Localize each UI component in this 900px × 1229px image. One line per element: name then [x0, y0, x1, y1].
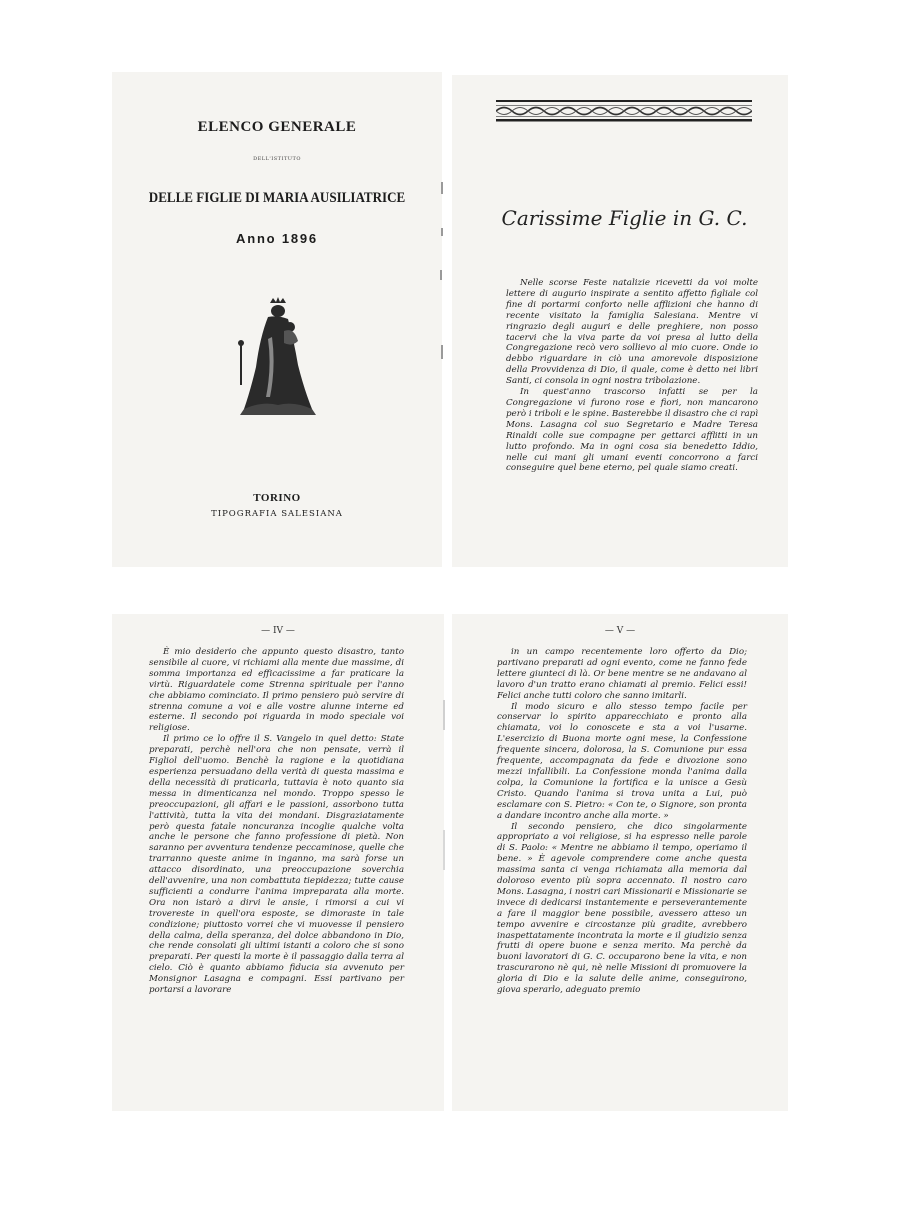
page-iv — [112, 614, 444, 1111]
page-number: — IV — — [261, 626, 295, 636]
cover-city: TORINO — [253, 492, 301, 504]
cover-institute: DELLE FIGLIE DI MARIA AUSILIATRICE — [148, 190, 406, 206]
cover-title: ELENCO GENERALE — [197, 119, 357, 135]
page-v-body — [497, 647, 747, 996]
cover-page — [112, 72, 442, 567]
scan-mark — [443, 830, 445, 870]
page-iv-body — [149, 647, 404, 996]
page-v-paragraph: Il modo sicuro e allo stesso tempo facile per conservar lo spirito apparecchiato e pronto alla chiamata, voi lo conoscete e sta a voi l'usarne. L'esercizio di Buona morte ogni mese, la Confessione frequente sincera, dolorosa, la S. Comunione pur essa frequente, accompagnata da fede e divozione sono mezzi infallibili. La Confessione monda l'anima dalla colpa, la Comunione la fortifica e la unisce a Gesù Cristo. Quando l'anima si trova unita a Lui, può esclamare con S. Pietro: « Con te, o Signore, son pronta a dandare incontro anche alla morte. » — [497, 701, 747, 821]
letter-body — [506, 278, 758, 474]
scan-mark — [441, 182, 443, 194]
cover-year: Anno 1896 — [236, 231, 318, 246]
page-number: — V — — [604, 626, 636, 636]
scan-mark — [441, 345, 443, 359]
madonna-with-child-icon — [232, 297, 324, 417]
page-v-paragraph: in un campo recentemente loro offerto da Dio; partivano preparati ad ogni evento, come ne fanno fede lettere giunteci di là. Or bene mentre se ne andavano al lavoro d'un tratto erano chiamati al premio. Felici essi! Felici anche tutti coloro che sanno imitarli. — [497, 647, 747, 701]
ornamental-border-icon — [496, 100, 752, 122]
page-v-paragraph: Il secondo pensiero, che dico singolarmente appropriato a voi religiose, si ha espresso nelle parole di S. Paolo: « Mentre ne abbiamo il tempo, operiamo il bene. » È agevole comprendere come anche questa massima santa ci venga richiamata alla memoria dal doloroso evento più sopra accennato. Il nostro caro Mons. Lasagna, i nostri cari Missionarii e Missionarie se invece di dedicarsi instantemente e perseverantemente a fare il maggior bene possibile, avessero atteso un tempo avvenire e circostanze più gradite, avrebbero inaspettatamente incontrata la morte e il giudizio senza frutti di opere buone e senza merito. Ma perchè da buoni lavoratori di G. C. occuparono bene la vita, e non trascurarono nè qui, nè nelle Missioni di promuovere la gloria di Dio e la salute delle anime, conseguirono, giova sperarlo, adeguato premio — [497, 821, 747, 996]
cover-subtitle-small: DELL'ISTITUTO — [253, 156, 301, 162]
scan-mark — [440, 270, 442, 280]
page-v — [452, 614, 788, 1111]
page-iv-paragraph: È mio desiderio che appunto questo disastro, tanto sensibile al cuore, vi richiami alla mente due massime, di somma importanza ed efficacissime a far praticare la virtù. Riguardatele come Strenna spirituale per l'anno che abbiamo cominciato. Il primo pensiero può servire di strenna comune a voi e alle vostre alunne interne ed esterne. Il secondo poi riguarda in modo speciale voi religiose. — [149, 647, 404, 734]
letter-page — [452, 75, 788, 567]
letter-salutation: Carissime Figlie in G. C. — [501, 206, 748, 230]
letter-paragraph: Nelle scorse Feste natalizie ricevetti da voi molte lettere di augurio inspirate a sentito affetto figliale col fine di portarmi conforto nelle afflizioni che hanno di recente visitato la famiglia Salesiana. Mentre vi ringrazio degli auguri e delle preghiere, non posso tacervi che la viva parte da voi presa al lutto della Congregazione recò vero sollievo al mio cuore. Onde io debbo riguardare in ciò una amorevole disposizione della Provvidenza di Dio, il quale, come è detto nei libri Santi, ci consola in ogni nostra tribolazione. — [506, 278, 758, 387]
letter-paragraph: In quest'anno trascorso infatti se per la Congregazione vi furono rose e fiori, non mancarono però i triboli e le spine. Basterebbe il disastro che ci rapì Mons. Lasagna col suo Segretario e Madre Teresa Rinaldi colle sue compagne per gettarci afflitti in un lutto profondo. Ma in ogni cosa sia benedetto Iddio, nelle cui mani gli umani eventi concorrono a farci conseguire quel bene eterno, pel quale siamo creati. — [506, 387, 758, 474]
page-iv-paragraph: Il primo ce lo offre il S. Vangelo in quel detto: State preparati, perchè nell'ora che non pensate, verrà il Figliol dell'uomo. Benchè la ragione e la quotidiana esperienza persuadano della verità di questa massima e della necessità di praticarla, tuttavia è noto quanto sia messa in dimenticanza nel mondo. Troppo spesso le preoccupazioni, gli affari e le passioni, assorbono tutta l'attività, tutta la vita dei mondani. Disgraziatamente però questa fatale noncuranza incoglie qualche volta anche le persone che fanno professione di pietà. Non saranno per avventura tendenze peccaminose, quelle che trarranno queste anime in inganno, ma sarà forse un attacco disordinato, una preoccupazione soverchia dell'avvenire, una non combattuta tiepidezza; tutte cause sufficienti a condurre l'anima impreparata alla morte. Ora non istarò a dirvi le ansie, i rimorsi a cui vi trovereste in quell'ora esposte, se dimoraste in tale condizione; piuttosto vorrei che vi muovesse il pensiero della calma, della speranza, del dolce abbandono in Dio, che rende consolati gli ultimi istanti a coloro che si sono preparati. Per questi la morte è il passaggio dalla terra al cielo. Ciò è quanto abbiamo fiducia sia avvenuto per Monsignor Lasagna e compagni. Essi partivano per portarsi a lavorare — [149, 734, 404, 996]
cover-press: TIPOGRAFIA SALESIANA — [211, 509, 343, 519]
scan-mark — [441, 228, 443, 236]
scan-mark — [443, 700, 445, 730]
